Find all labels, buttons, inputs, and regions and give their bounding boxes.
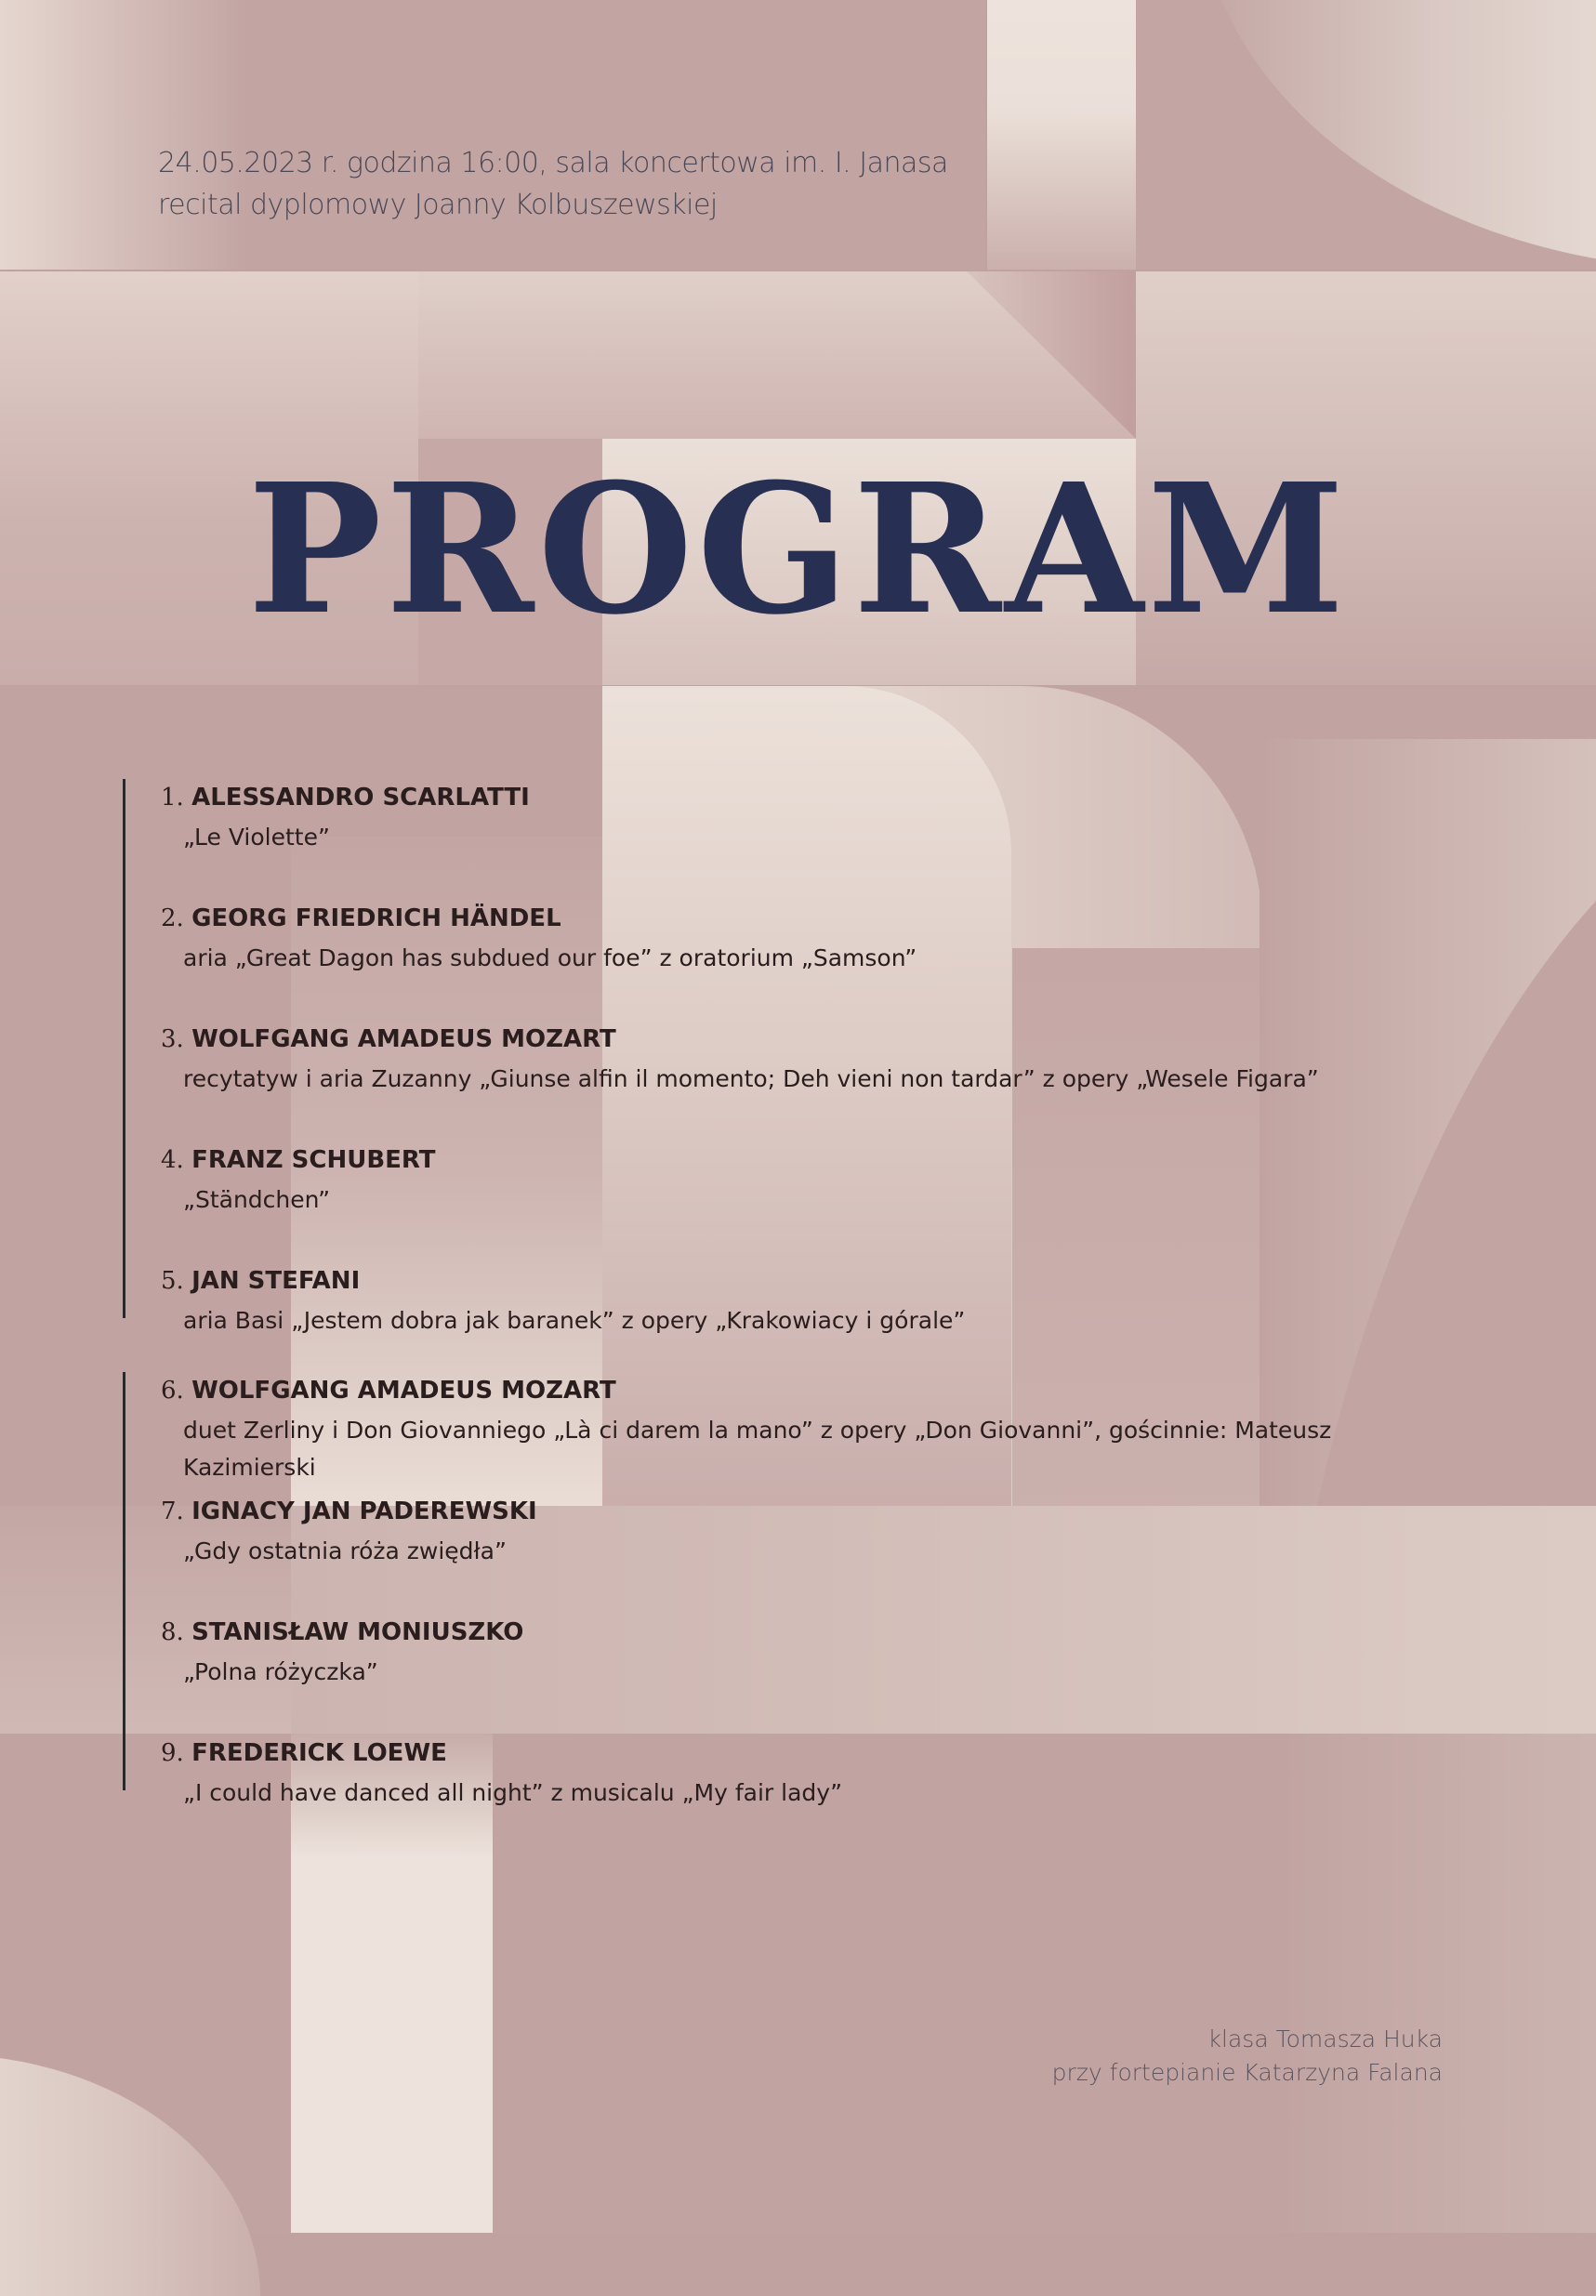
work-title: duet Zerliny i Don Giovanniego „Là ci darem la mano” z opery „Don Giovanni”, gościnnie: Mateusz Kazimierski [183, 1417, 1332, 1481]
work-title: „Gdy ostatnia róża zwiędła” [183, 1537, 507, 1564]
teacher-credit: klasa Tomasza Huka [1207, 2025, 1443, 2052]
work-title: aria „Great Dagon has subdued our foe” z oratorium „Samson” [183, 944, 917, 971]
item-number: 5. [161, 1267, 184, 1295]
item-number: 9. [161, 1739, 184, 1767]
program-group-1 [123, 779, 1459, 1334]
composer-name: WOLFGANG AMADEUS MOZART [191, 1025, 616, 1053]
event-info [158, 142, 948, 226]
event-description: recital dyplomowy Joanny Kolbuszewskiej [158, 189, 718, 221]
program-item [161, 1141, 1459, 1262]
bg-block [0, 0, 985, 270]
composer-name: FRANZ SCHUBERT [191, 1146, 436, 1174]
composer-name: FREDERICK LOEWE [191, 1739, 447, 1767]
work-title: „Le Violette” [183, 824, 330, 851]
program-item [161, 1735, 1459, 1806]
pianist-credit: przy fortepianie Katarzyna Falana [1051, 2059, 1443, 2086]
item-number: 7. [161, 1498, 184, 1525]
program-item [161, 1493, 1459, 1614]
work-title: recytatyw i aria Zuzanny „Giunse alfin il momento; Deh vieni non tardar” z opery „Wesele Figara” [183, 1065, 1319, 1092]
credits [1052, 2023, 1443, 2090]
program-item [161, 1614, 1459, 1735]
page-title: PROGRAM [247, 445, 1349, 654]
item-number: 8. [161, 1618, 184, 1646]
program-item [161, 900, 1459, 1021]
program-list [158, 779, 1459, 1806]
program-group-2 [123, 1372, 1459, 1806]
program-item [161, 1021, 1459, 1141]
item-number: 4. [161, 1146, 184, 1174]
item-number: 6. [161, 1377, 184, 1405]
work-title: „I could have danced all night” z musicalu „My fair lady” [183, 1779, 843, 1806]
composer-name: WOLFGANG AMADEUS MOZART [191, 1377, 616, 1405]
program-item [161, 779, 1459, 900]
composer-name: JAN STEFANI [191, 1267, 361, 1295]
program-item [161, 1262, 1459, 1334]
work-title: aria Basi „Jestem dobra jak baranek” z opery „Krakowiacy i górale” [183, 1307, 966, 1334]
composer-name: ALESSANDRO SCARLATTI [191, 784, 530, 812]
item-number: 1. [161, 784, 184, 812]
event-date-venue: 24.05.2023 r. godzina 16:00, sala koncertowa im. I. Janasa [158, 147, 948, 179]
composer-name: GEORG FRIEDRICH HÄNDEL [191, 904, 561, 932]
program-item [161, 1372, 1459, 1493]
composer-name: IGNACY JAN PADEREWSKI [191, 1498, 537, 1525]
item-number: 2. [161, 904, 184, 932]
bg-block [987, 0, 1136, 270]
work-title: „Polna różyczka” [183, 1658, 378, 1685]
composer-name: STANISŁAW MONIUSZKO [191, 1618, 524, 1646]
item-number: 3. [161, 1025, 184, 1053]
work-title: „Ständchen” [183, 1186, 331, 1213]
